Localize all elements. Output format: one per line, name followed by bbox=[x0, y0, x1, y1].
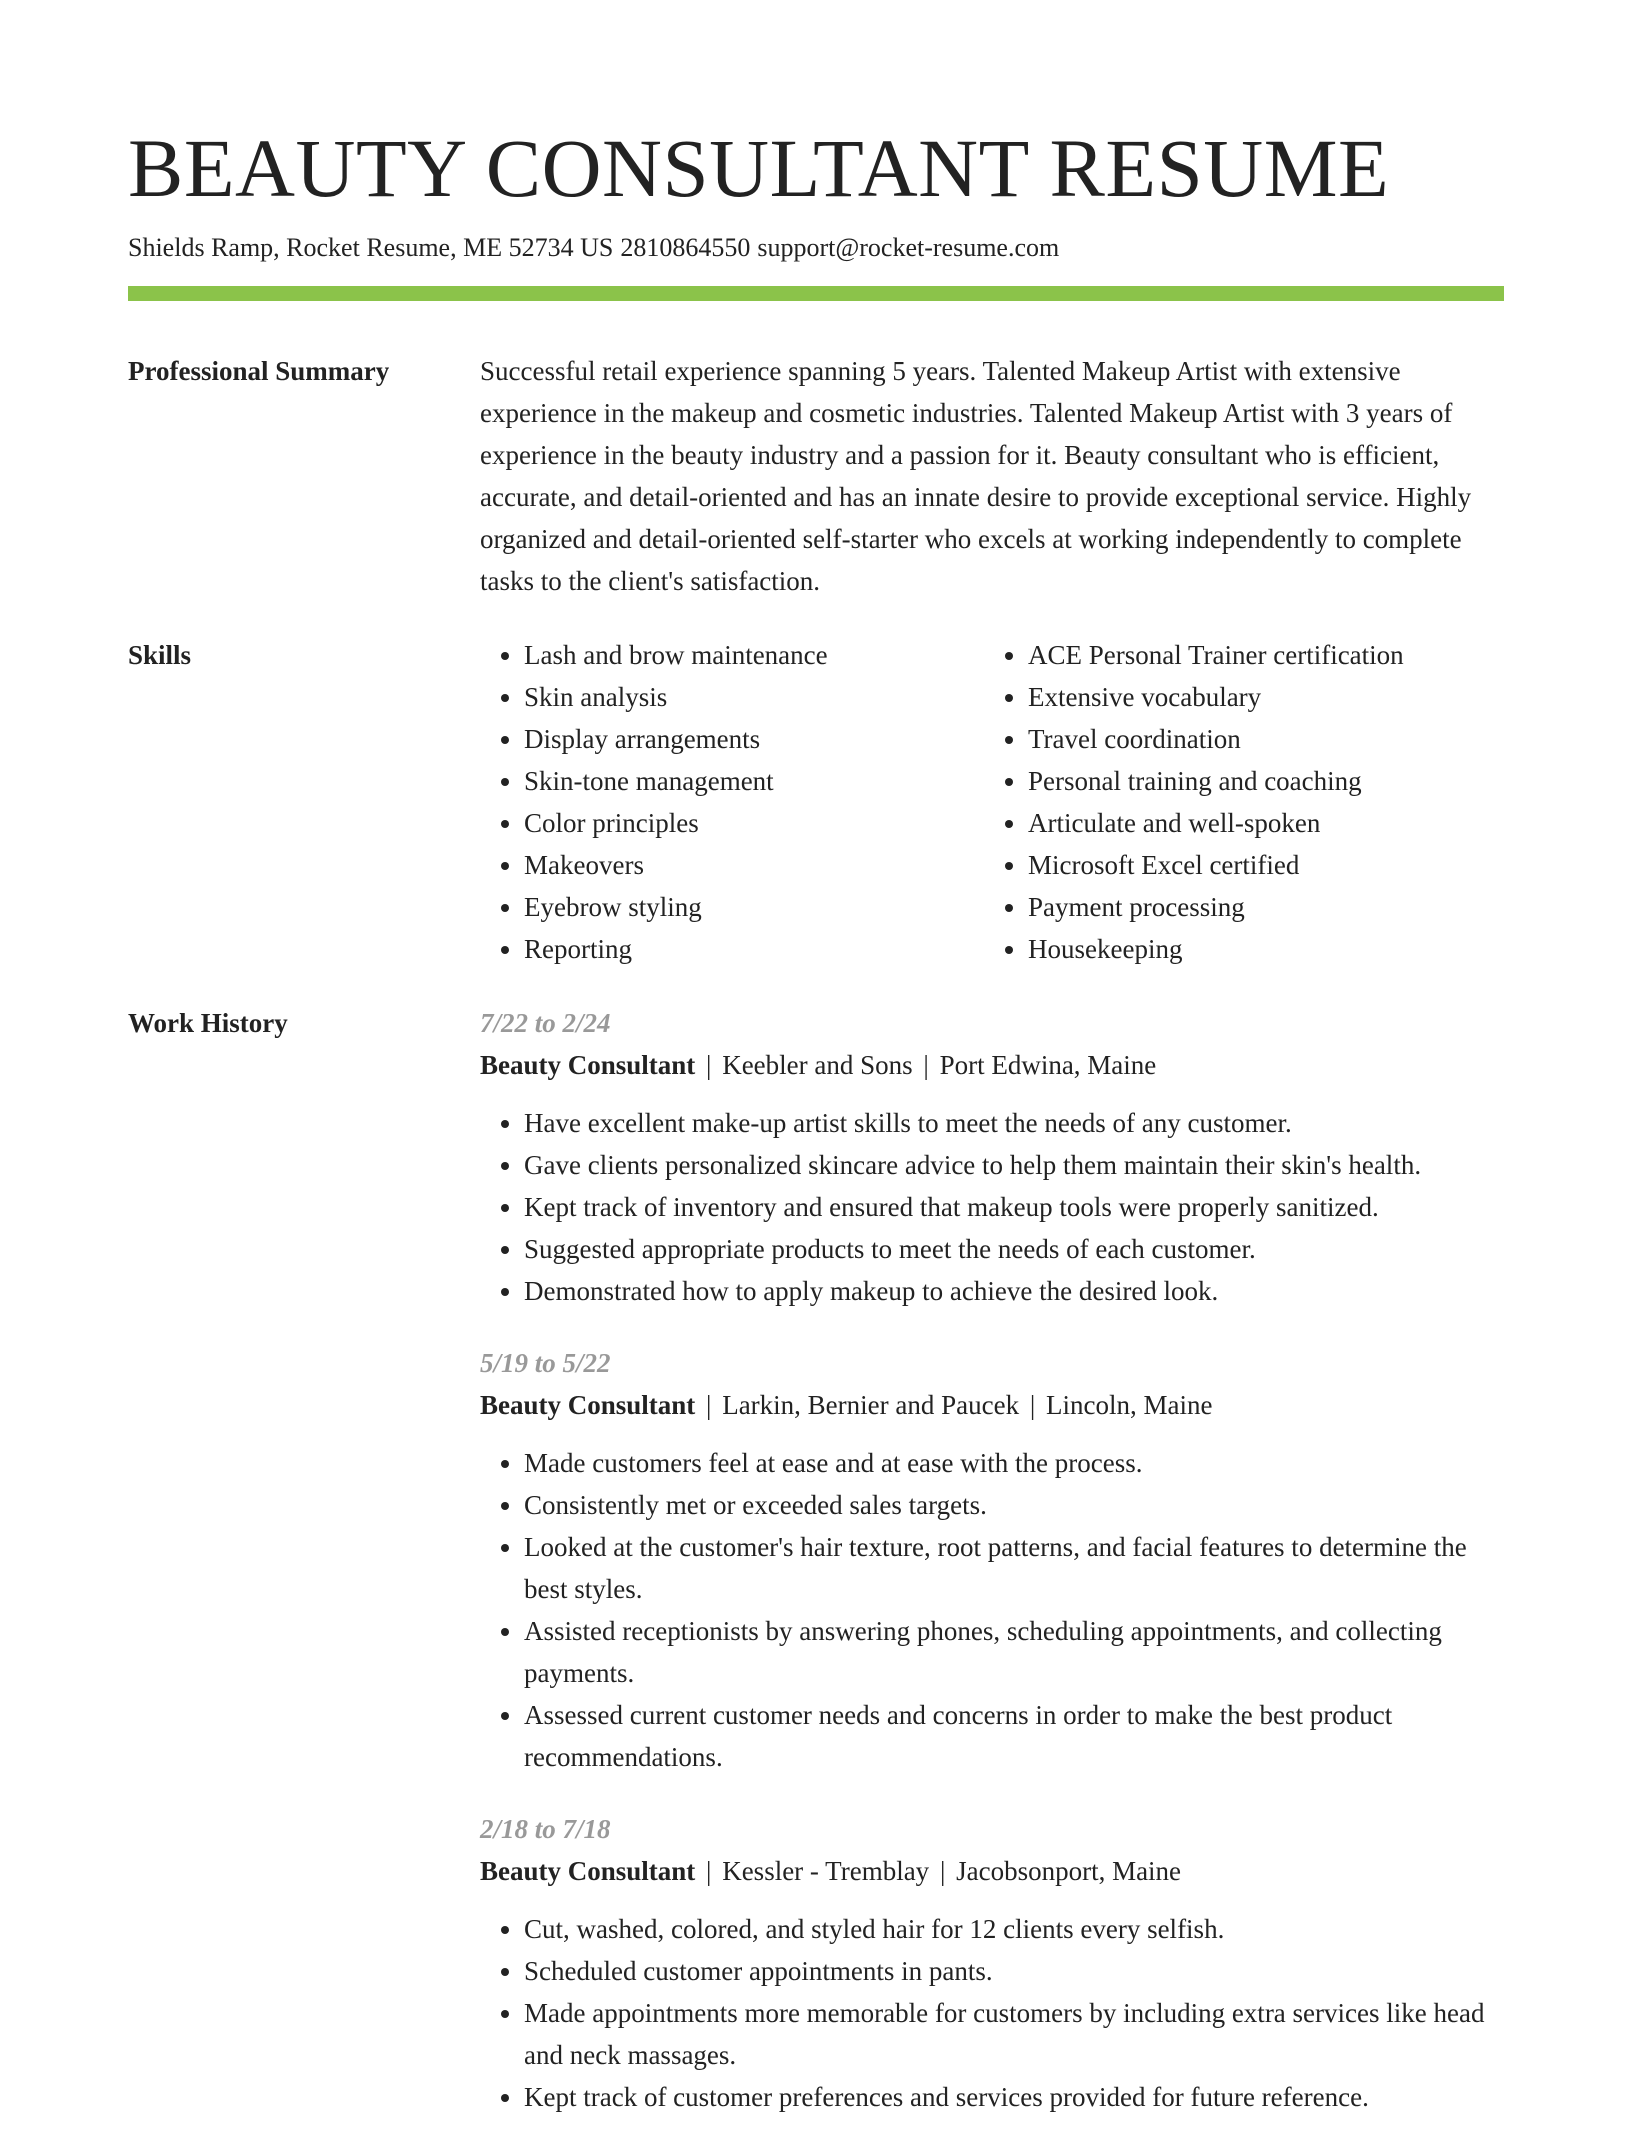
job-bullets bbox=[480, 1102, 1504, 1312]
job-bullet: • Gave clients personalized skincare advice to help them maintain their skin's health. bbox=[524, 1144, 1504, 1186]
job-bullets bbox=[480, 1442, 1504, 1778]
work-history-label: Work History bbox=[128, 1008, 288, 1038]
skill-item: • Makeovers bbox=[524, 844, 984, 886]
skills-label: Skills bbox=[128, 640, 192, 670]
skill-item: • Color principles bbox=[524, 802, 984, 844]
skill-item: • Personal training and coaching bbox=[1028, 760, 1488, 802]
job-bullet: • Assessed current customer needs and concerns in order to make the best product recommendations. bbox=[524, 1694, 1504, 1778]
job-bullet: • Cut, washed, colored, and styled hair for 12 clients every selfish. bbox=[524, 1908, 1504, 1950]
skill-item: • Display arrangements bbox=[524, 718, 984, 760]
resume-title: BEAUTY CONSULTANT RESUME bbox=[128, 122, 1390, 214]
contact-email: support@rocket-resume.com bbox=[757, 233, 1060, 262]
job-bullet: • Scheduled customer appointments in pants. bbox=[524, 1950, 1504, 1992]
job-bullet: • Have excellent make-up artist skills to meet the needs of any customer. bbox=[524, 1102, 1504, 1144]
skills-list-left bbox=[480, 634, 984, 970]
job-dates: 7/22 to 2/24 bbox=[480, 1008, 611, 1038]
skill-item: • Articulate and well-spoken bbox=[1028, 802, 1488, 844]
job-dates: 5/19 to 5/22 bbox=[480, 1348, 611, 1378]
job-bullet: • Kept track of inventory and ensured that makeup tools were properly sanitized. bbox=[524, 1186, 1504, 1228]
job-location: Port Edwina, Maine bbox=[939, 1050, 1157, 1080]
summary-text: Successful retail experience spanning 5 years. Talented Makeup Artist with extensive experience in the makeup and cosmetic industries. Talented Makeup Artist with 3 years of experience in the beauty industry and a passion for it. Beauty consultant who is efficient, accurate, and detail-oriented and has an innate desire to provide exceptional service. Highly organized and detail-oriented self-starter who excels at working independently to complete tasks to the client's satisfaction. bbox=[480, 356, 1472, 596]
skill-item: • Eyebrow styling bbox=[524, 886, 984, 928]
job-bullet: • Made customers feel at ease and at ease with the process. bbox=[524, 1442, 1504, 1484]
skills-list-right bbox=[984, 634, 1488, 970]
summary-label: Professional Summary bbox=[128, 356, 390, 386]
skill-item: • Travel coordination bbox=[1028, 718, 1488, 760]
skill-item: • Extensive vocabulary bbox=[1028, 676, 1488, 718]
skill-item: • Skin analysis bbox=[524, 676, 984, 718]
job-bullet: • Demonstrated how to apply makeup to achieve the desired look. bbox=[524, 1270, 1504, 1312]
job-bullet: • Suggested appropriate products to meet the needs of each customer. bbox=[524, 1228, 1504, 1270]
job-dates: 2/18 to 7/18 bbox=[480, 1814, 611, 1844]
skill-item: • ACE Personal Trainer certification bbox=[1028, 634, 1488, 676]
separator: | bbox=[699, 1856, 719, 1886]
job-entry bbox=[480, 1002, 1504, 1312]
job-bullet: • Made appointments more memorable for customers by including extra services like head and neck massages. bbox=[524, 1992, 1504, 2076]
job-company: Keebler and Sons bbox=[722, 1050, 913, 1080]
skill-item: • Skin-tone management bbox=[524, 760, 984, 802]
job-title: Beauty Consultant bbox=[480, 1856, 696, 1886]
job-company: Larkin, Bernier and Paucek bbox=[722, 1390, 1020, 1420]
job-title: Beauty Consultant bbox=[480, 1390, 696, 1420]
skill-item: • Payment processing bbox=[1028, 886, 1488, 928]
job-title-line bbox=[480, 1384, 1504, 1426]
contact-line bbox=[128, 230, 1066, 266]
skill-item: • Reporting bbox=[524, 928, 984, 970]
summary-body bbox=[480, 350, 1504, 602]
header-divider bbox=[128, 286, 1504, 301]
separator: | bbox=[1023, 1390, 1042, 1420]
work-history-body bbox=[480, 1002, 1504, 2148]
job-entry bbox=[480, 1808, 1504, 2118]
separator: | bbox=[933, 1856, 953, 1886]
job-company: Kessler - Tremblay bbox=[722, 1856, 930, 1886]
job-title: Beauty Consultant bbox=[480, 1050, 696, 1080]
job-bullets bbox=[480, 1908, 1504, 2118]
skill-item: • Housekeeping bbox=[1028, 928, 1488, 970]
contact-phone: 2810864550 bbox=[620, 233, 751, 262]
skill-item: • Microsoft Excel certified bbox=[1028, 844, 1488, 886]
job-entry bbox=[480, 1342, 1504, 1778]
job-bullet: • Looked at the customer's hair texture, root patterns, and facial features to determine the best styles. bbox=[524, 1526, 1504, 1610]
job-bullet: • Consistently met or exceeded sales targets. bbox=[524, 1484, 1504, 1526]
job-location: Lincoln, Maine bbox=[1046, 1390, 1213, 1420]
job-bullet: • Kept track of customer preferences and services provided for future reference. bbox=[524, 2076, 1504, 2118]
separator: | bbox=[699, 1390, 719, 1420]
separator: | bbox=[916, 1050, 936, 1080]
job-title-line bbox=[480, 1044, 1504, 1086]
skills-body bbox=[480, 634, 1504, 970]
job-location: Jacobsonport, Maine bbox=[956, 1856, 1182, 1886]
skill-item: • Lash and brow maintenance bbox=[524, 634, 984, 676]
contact-address: Shields Ramp, Rocket Resume, ME 52734 US bbox=[128, 233, 614, 262]
separator: | bbox=[699, 1050, 719, 1080]
job-bullet: • Assisted receptionists by answering phones, scheduling appointments, and collecting payments. bbox=[524, 1610, 1504, 1694]
job-title-line bbox=[480, 1850, 1504, 1892]
